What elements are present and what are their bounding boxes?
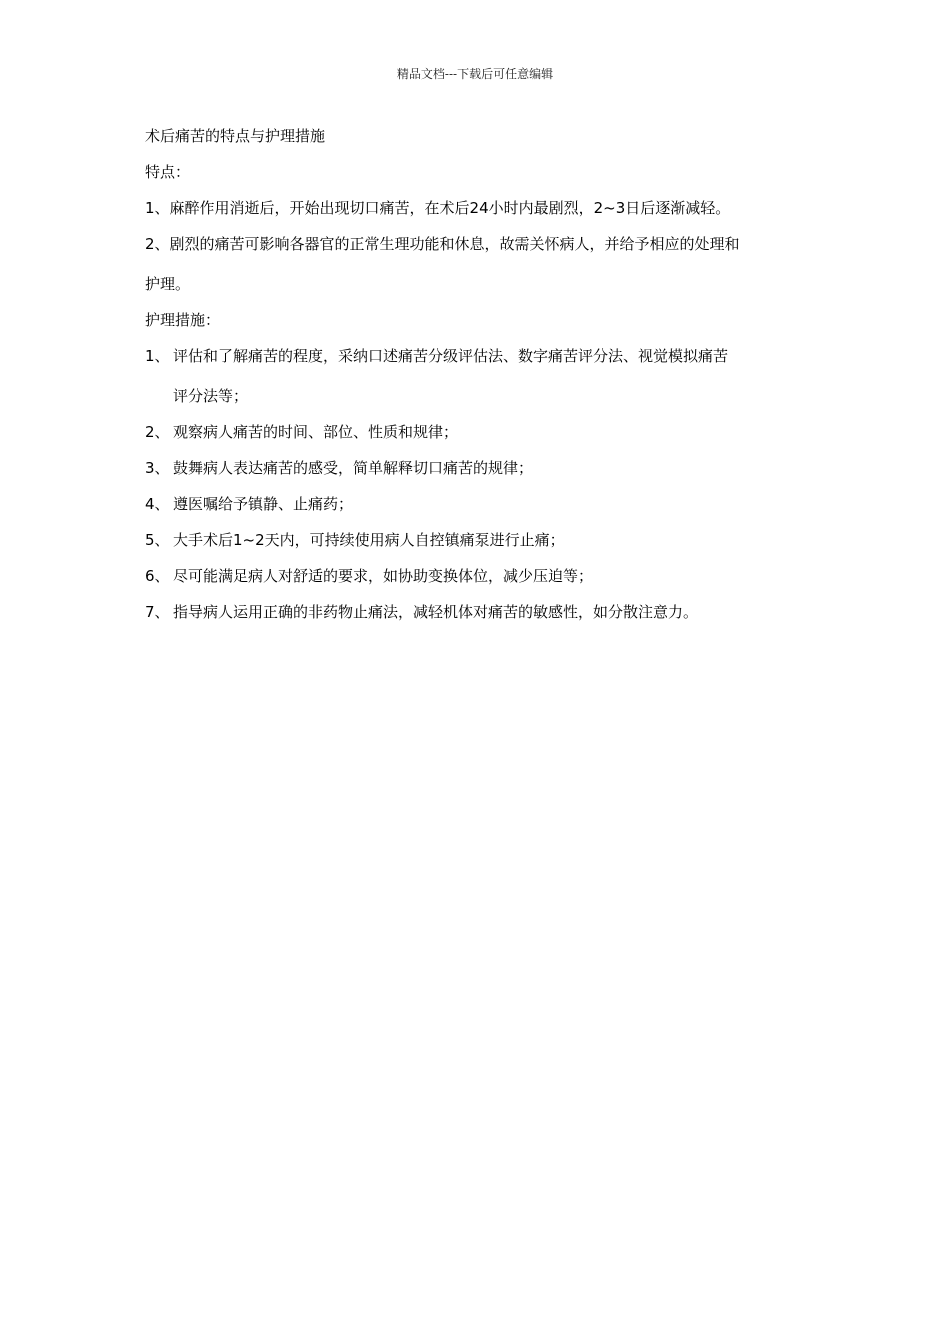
nursing-item-text: 遵医嘱给予镇静、止痛药； (173, 495, 354, 513)
characteristic-item: 2、剧烈的痛苦可影响各器官的正常生理功能和休息，故需关怀病人，并给予相应的处理和 (145, 235, 740, 253)
nursing-item-number: 1、 (145, 347, 170, 365)
nursing-item-number: 6、 (145, 567, 170, 585)
document-body (145, 126, 825, 638)
nursing-item-number: 2、 (145, 423, 170, 441)
characteristic-item-continuation: 护理。 (145, 275, 191, 293)
nursing-item-number: 3、 (145, 459, 170, 477)
nursing-item-text: 尽可能满足病人对舒适的要求，如协助变换体位，减少压迫等； (173, 567, 594, 585)
nursing-item-number: 7、 (145, 603, 170, 621)
nursing-item-text: 观察病人痛苦的时间、部位、性质和规律； (173, 423, 459, 441)
nursing-item (145, 602, 825, 622)
nursing-item-number: 5、 (145, 531, 170, 549)
nursing-item-text: 评估和了解痛苦的程度，采纳口述痛苦分级评估法、数字痛苦评分法、视觉模拟痛苦 (173, 347, 729, 365)
nursing-item-continuation: 评分法等； (173, 387, 249, 405)
nursing-item (145, 458, 825, 478)
nursing-item-text: 大手术后1~2天内，可持续使用病人自控镇痛泵进行止痛； (173, 531, 565, 549)
nursing-item (145, 566, 825, 586)
characteristic-item: 1、麻醉作用消逝后，开始出现切口痛苦，在术后24小时内最剧烈，2~3日后逐渐减轻。 (145, 199, 731, 217)
nursing-item (145, 346, 825, 366)
nursing-item-text: 鼓舞病人表达痛苦的感受，简单解释切口痛苦的规律； (173, 459, 534, 477)
page-header: 精品文档---下载后可任意编辑 (396, 67, 554, 81)
nursing-heading: 护理措施： (145, 311, 221, 329)
nursing-item-number: 4、 (145, 495, 170, 513)
characteristics-heading: 特点： (145, 163, 191, 181)
nursing-item (145, 530, 825, 550)
nursing-item-text: 指导病人运用正确的非药物止痛法，减轻机体对痛苦的敏感性，如分散注意力。 (173, 603, 699, 621)
document-title: 术后痛苦的特点与护理措施 (145, 127, 326, 145)
nursing-item (145, 422, 825, 442)
nursing-item (145, 494, 825, 514)
